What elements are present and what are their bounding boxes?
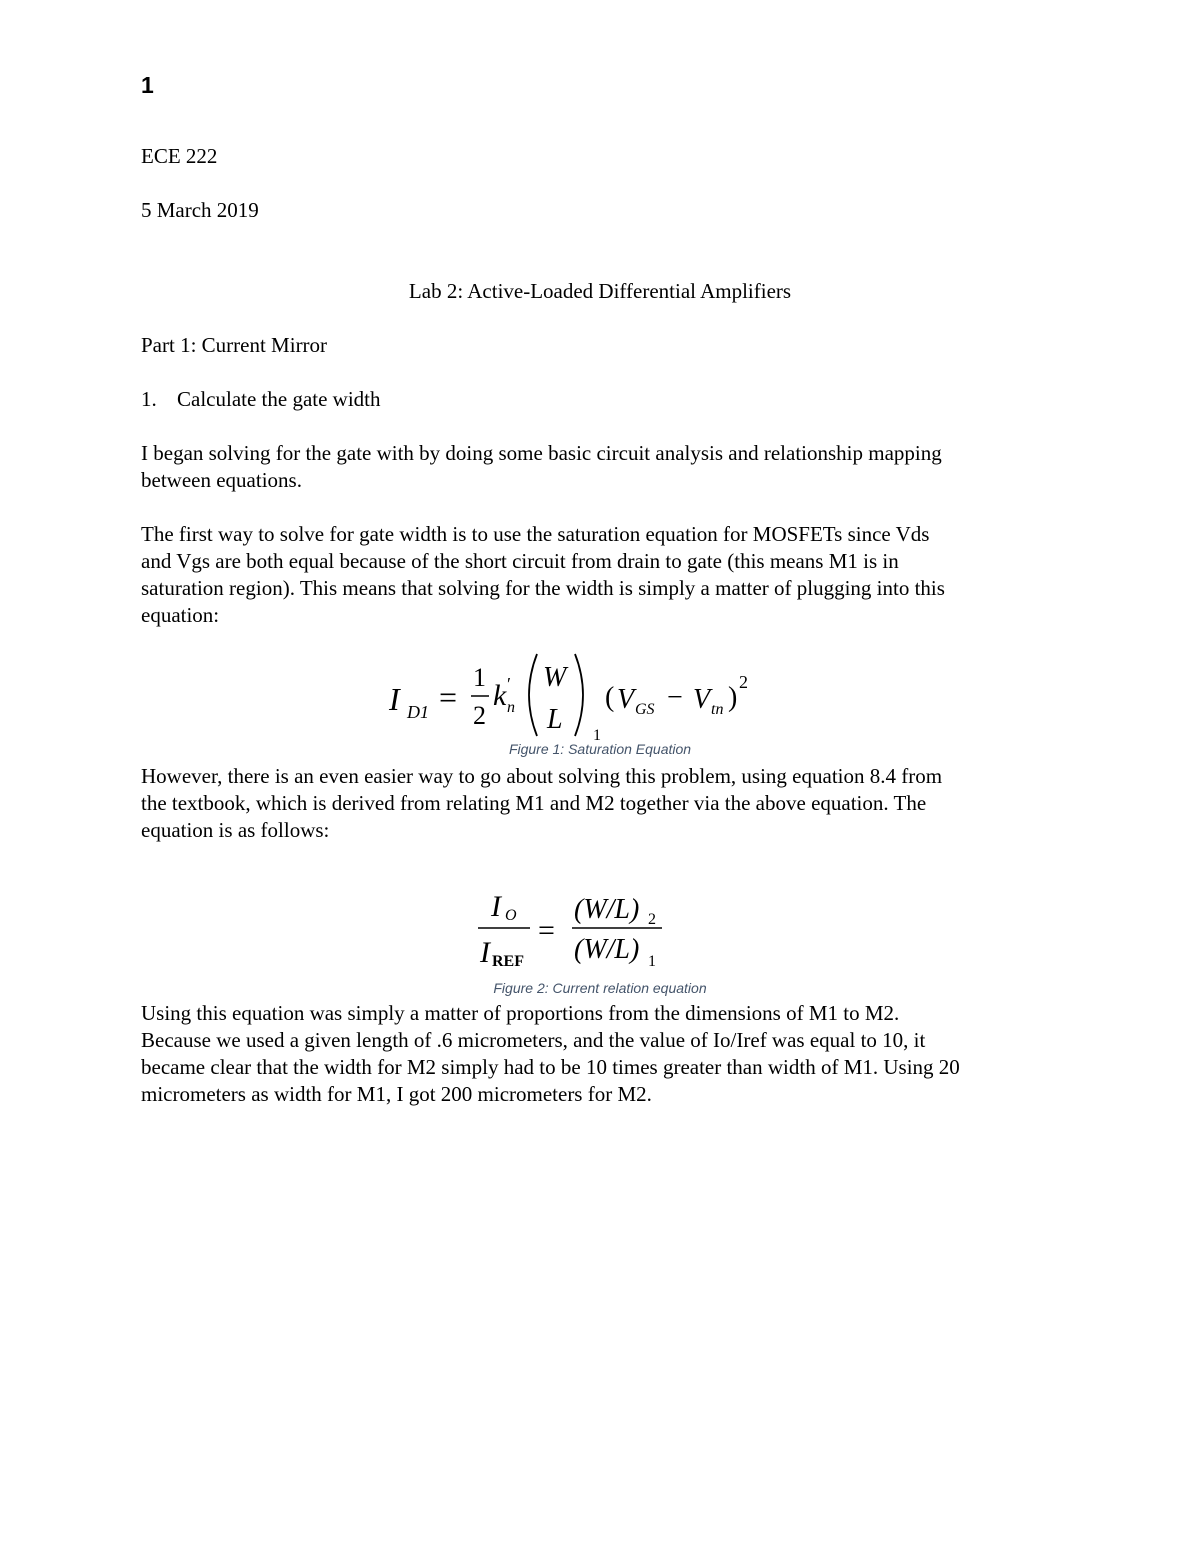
page-number: 1 bbox=[141, 72, 154, 98]
eq1-l: L bbox=[547, 704, 563, 735]
eq1-w: W bbox=[543, 662, 567, 693]
eq2-den-right: (W/L) bbox=[574, 934, 640, 965]
paragraph-line: micrometers as width for M1, I got 200 micrometers for M2. bbox=[141, 1082, 652, 1106]
paragraph-2 bbox=[141, 521, 1071, 629]
paragraph-1 bbox=[141, 440, 1071, 494]
eq1-power: 2 bbox=[739, 672, 748, 692]
paragraph-line: and Vgs are both equal because of the short circuit from drain to gate (this means M1 is in bbox=[141, 549, 899, 573]
paragraph-line: equation: bbox=[141, 603, 220, 627]
date: 5 March 2019 bbox=[141, 198, 259, 222]
paragraph-line: the textbook, which is derived from relating M1 and M2 together via the above equation. The bbox=[141, 791, 927, 815]
paragraph-4 bbox=[141, 1000, 1071, 1108]
paragraph-line: equation is as follows: bbox=[141, 818, 330, 842]
figure-2-caption: Figure 2: Current relation equation bbox=[493, 980, 707, 996]
list-item-number: 1. bbox=[141, 387, 157, 411]
eq1-lhs: I bbox=[389, 681, 400, 717]
eq1-left-paren bbox=[529, 654, 537, 736]
current-relation-equation bbox=[474, 884, 674, 974]
saturation-equation bbox=[385, 648, 765, 743]
eq1-paren-sub: 1 bbox=[593, 727, 601, 743]
paragraph-line: Because we used a given length of .6 micrometers, and the value of Io/Iref was equal to 10, it bbox=[141, 1028, 926, 1052]
list-item bbox=[141, 386, 381, 413]
eq1-frac-num: 1 bbox=[473, 663, 486, 692]
eq1-lhs-sub: D1 bbox=[407, 702, 429, 722]
eq2-num-right-sub: 2 bbox=[648, 911, 656, 928]
eq2-den-left-sub: REF bbox=[492, 953, 524, 970]
paragraph-line: The first way to solve for gate width is to use the saturation equation for MOSFETs since Vds bbox=[141, 522, 930, 546]
course-name: ECE 222 bbox=[141, 144, 218, 168]
eq1-k-sub: n bbox=[507, 699, 515, 716]
eq1-v1: V bbox=[617, 684, 635, 715]
paragraph-line: Using this equation was simply a matter of proportions from the dimensions of M1 to M2. bbox=[141, 1001, 900, 1025]
figure-1-caption: Figure 1: Saturation Equation bbox=[508, 741, 692, 757]
eq1-equals: = bbox=[439, 679, 458, 715]
eq1-v2-sub: tn bbox=[711, 701, 724, 718]
eq2-den-right-sub: 1 bbox=[648, 953, 656, 970]
eq2-den-left: I bbox=[480, 936, 490, 969]
paragraph-line: saturation region). This means that solving for the width is simply a matter of plugging into this bbox=[141, 576, 945, 600]
paragraph-line: became clear that the width for M2 simply had to be 10 times greater than width of M1. Using 20 bbox=[141, 1055, 960, 1079]
eq1-right-paren bbox=[575, 654, 583, 736]
eq1-open-paren: ( bbox=[605, 682, 615, 713]
eq2-equals: = bbox=[538, 914, 555, 947]
eq1-k: k bbox=[493, 679, 507, 712]
paragraph-line: However, there is an even easier way to go about solving this problem, using equation 8.4 from bbox=[141, 764, 943, 788]
eq1-frac-den: 2 bbox=[473, 701, 486, 730]
paragraph-line: between equations. bbox=[141, 468, 302, 492]
eq2-num-left: I bbox=[491, 890, 501, 923]
section-heading: Part 1: Current Mirror bbox=[141, 333, 328, 357]
eq1-close-paren: ) bbox=[728, 682, 738, 713]
eq1-k-sup: ′ bbox=[507, 674, 511, 694]
list-item-text: Calculate the gate width bbox=[177, 387, 381, 411]
eq1-v2: V bbox=[693, 684, 711, 715]
eq1-minus: − bbox=[667, 682, 683, 713]
eq1-v1-sub: GS bbox=[635, 701, 655, 718]
paragraph-line: I began solving for the gate with by doing some basic circuit analysis and relationship mapping bbox=[141, 441, 942, 465]
eq2-num-left-sub: O bbox=[505, 907, 517, 924]
document-title: Lab 2: Active-Loaded Differential Amplifiers bbox=[408, 279, 792, 303]
paragraph-3 bbox=[141, 763, 1071, 844]
eq2-num-right: (W/L) bbox=[574, 894, 640, 925]
